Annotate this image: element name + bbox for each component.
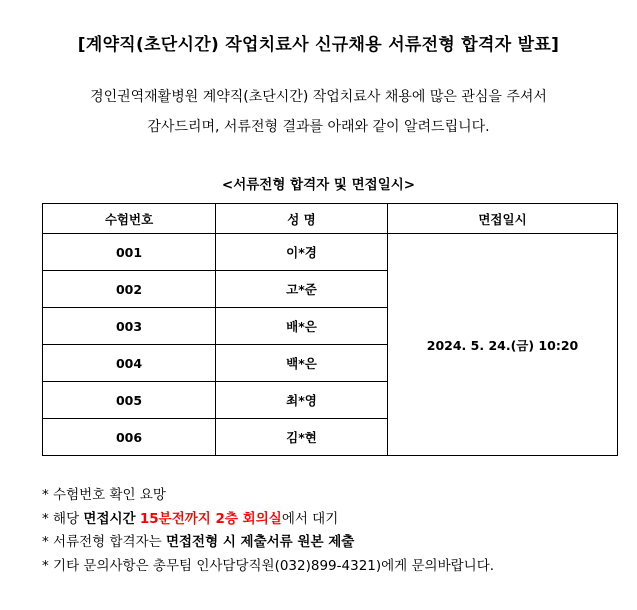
note-bullet: *: [42, 534, 49, 550]
notes-list: [42, 484, 622, 578]
name-cell: 배*은: [216, 308, 388, 345]
intro-line-2: 감사드리며, 서류전형 결과를 아래와 같이 알려드립니다.: [147, 119, 490, 135]
note-emphasis: 면접전형 시 제출서류 원본 제출: [165, 534, 355, 550]
section-subtitle: <서류전형 합격자 및 면접일시>: [221, 177, 416, 193]
note-text: 해당: [48, 510, 84, 527]
note-text: 에서 대기: [281, 510, 339, 527]
table-header-row: [43, 204, 618, 234]
name-cell: 백*은: [216, 345, 388, 382]
name-cell: 고*준: [216, 271, 388, 308]
table-row: [43, 234, 618, 271]
results-table: [42, 203, 618, 456]
name-cell: 이*경: [216, 234, 388, 271]
note-bullet: *: [42, 557, 49, 574]
exam-number-cell: 005: [43, 382, 216, 419]
page-title: [계약직(초단시간) 작업치료사 신규채용 서류전형 합격자 발표]: [77, 35, 560, 55]
note-text: 수험번호 확인 요망: [48, 487, 166, 503]
intro-paragraph: [0, 82, 637, 142]
intro-line-1: 경인권역재활병원 계약직(초단시간) 작업치료사 채용에 많은 관심을 주셔서: [90, 89, 547, 105]
note-item: [42, 508, 622, 532]
note-item: [42, 555, 622, 579]
exam-number-cell: 001: [43, 234, 216, 271]
note-text: 기타 문의사항은 총무팀 인사담당직원(032)899-4321)에게 문의바랍니다.: [48, 557, 495, 574]
note-item: [42, 484, 622, 508]
header-name: 성 명: [216, 204, 388, 234]
note-highlight: 15분전까지 2층 회의실: [139, 510, 282, 527]
note-bullet: *: [42, 487, 49, 503]
exam-number-cell: 006: [43, 419, 216, 456]
exam-number-cell: 003: [43, 308, 216, 345]
header-interview-datetime: 면접일시: [388, 204, 618, 234]
header-exam-number: 수험번호: [43, 204, 216, 234]
note-text: 서류전형 합격자는: [48, 534, 166, 550]
name-cell: 최*영: [216, 382, 388, 419]
note-emphasis: 면접시간: [83, 510, 136, 527]
exam-number-cell: 004: [43, 345, 216, 382]
note-item: [42, 531, 622, 555]
interview-datetime-cell: 2024. 5. 24.(금) 10:20: [388, 234, 618, 456]
note-bullet: *: [42, 510, 49, 527]
exam-number-cell: 002: [43, 271, 216, 308]
name-cell: 김*현: [216, 419, 388, 456]
